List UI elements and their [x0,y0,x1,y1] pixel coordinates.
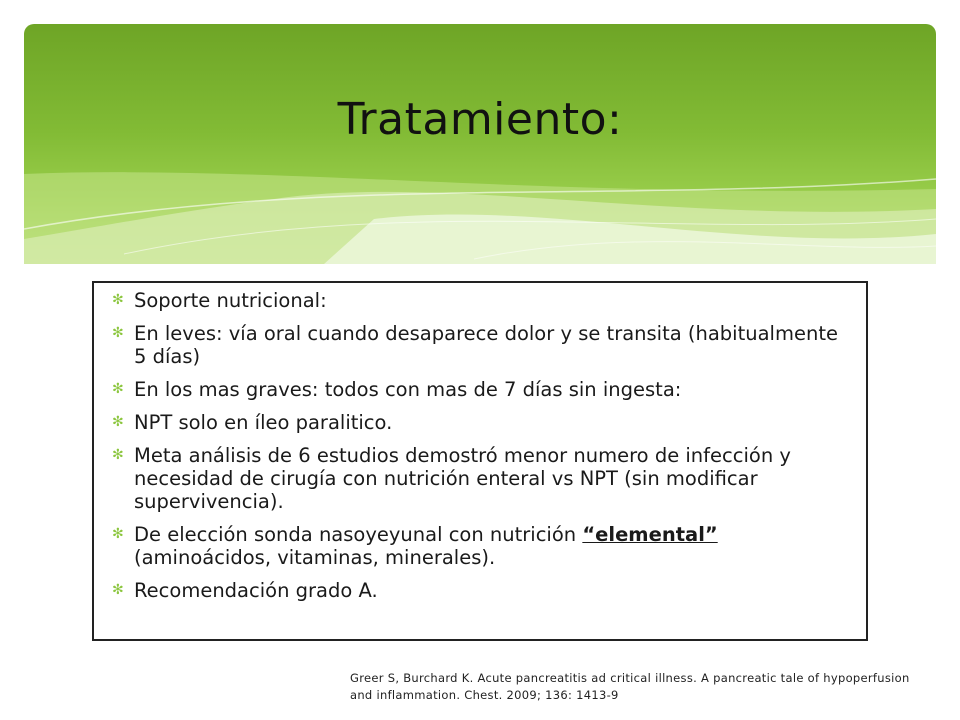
bullet-text: Recomendación grado A. [134,579,378,602]
asterisk-icon: ✻ [112,582,124,598]
content-box [92,281,868,641]
slide-title: Tratamiento: [337,94,623,145]
bullet-list [112,289,848,602]
emphasis-elemental: “elemental” [582,523,718,546]
asterisk-icon: ✻ [112,414,124,430]
title-banner [24,24,936,264]
asterisk-icon: ✻ [112,526,124,542]
reference-line-1: Greer S, Burchard K. Acute pancreatitis ad critical illness. A pancreatic tale of hypoperfusion [350,671,910,685]
bullet-item [112,411,848,434]
bullet-text: Soporte nutricional: [134,289,327,312]
asterisk-icon: ✻ [112,447,124,463]
bullet-item [112,289,848,312]
asterisk-icon: ✻ [112,381,124,397]
bullet-text-before: De elección sonda nasoyeyunal con nutrición [134,523,583,546]
bullet-text: En leves: vía oral cuando desaparece dolor y se transita (habitualmente 5 días) [134,322,838,368]
reference-line-2: and inflammation. Chest. 2009; 136: 1413-9 [350,688,619,702]
asterisk-icon: ✻ [112,292,124,308]
reference-citation [350,670,950,704]
bullet-text: NPT solo en íleo paralitico. [134,411,393,434]
bullet-item [112,523,848,569]
bullet-item [112,378,848,401]
bullet-text-after: (aminoácidos, vitaminas, minerales). [134,546,496,569]
bullet-item [112,322,848,368]
asterisk-icon: ✻ [112,325,124,341]
bullet-item [112,579,848,602]
bullet-text: En los mas graves: todos con mas de 7 días sin ingesta: [134,378,682,401]
bullet-text: Meta análisis de 6 estudios demostró menor numero de infección y necesidad de cirugía con nutrición enteral vs NPT (sin modificar supervivencia). [134,444,791,513]
bullet-item [112,444,848,513]
